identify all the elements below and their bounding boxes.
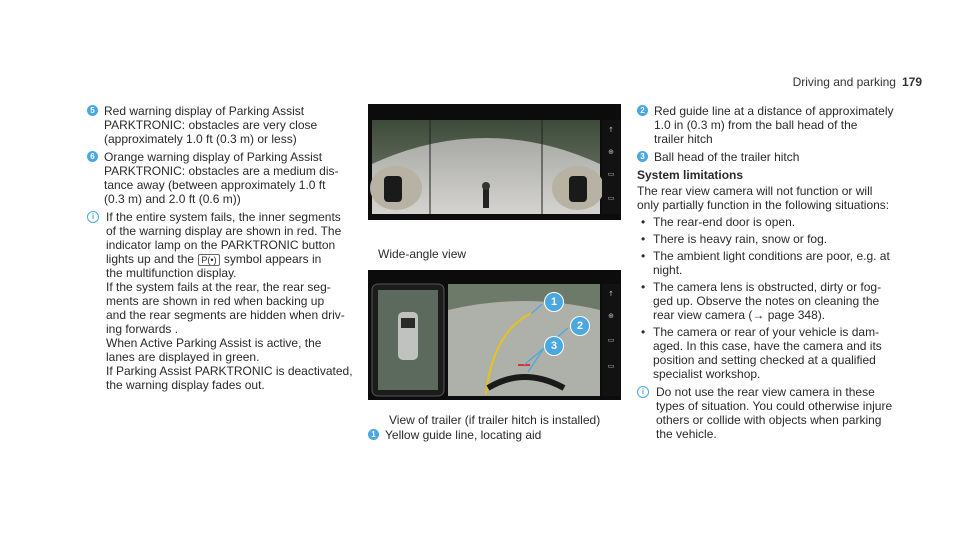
list-item <box>87 104 355 146</box>
list-item <box>637 150 909 164</box>
item-number-badge: 6 <box>87 151 98 162</box>
page-number: 179 <box>901 75 922 89</box>
list-item <box>637 215 909 229</box>
list-item <box>87 150 355 206</box>
item-text: Red warning display of Parking Assist PARKTRONIC: obstacles are very close (approximately 1.0 ft (0.3 m) or less) <box>104 104 318 146</box>
callout-3-badge: 3 <box>544 336 564 356</box>
section-title: Driving and parking <box>792 75 896 89</box>
svg-text:⊕: ⊕ <box>608 148 614 156</box>
info-icon: i <box>87 211 99 223</box>
item-number-badge: 2 <box>637 105 648 116</box>
callout-1-badge: 1 <box>544 292 564 312</box>
bullet-icon: • <box>641 215 646 229</box>
item-number-badge: 3 <box>637 151 648 162</box>
wide-angle-camera-image <box>368 104 621 220</box>
bullet-text: The camera or rear of your vehicle is dam- aged. In this case, have the camera and its position and setting checked at a qualified specialist workshop. <box>653 325 882 381</box>
wide-angle-scene <box>368 104 621 220</box>
note-part-2: symbol appears in the multifunction display. If the system fails at the rear, the rear seg- ments are shown in red when backing up and the rear segments are hidden when driv- ing forwards . When Active Parking Assist is active, the lanes are displayed in green. If Parking Assist PARKTRONIC is deactivated, the warning display fades out. <box>106 252 353 392</box>
list-item <box>637 232 909 246</box>
bullet-icon: • <box>641 325 646 339</box>
column-left <box>87 104 355 396</box>
info-note <box>637 385 909 441</box>
image-caption: Wide-angle view <box>378 247 467 261</box>
limitations-list <box>637 215 909 381</box>
bullet-icon: • <box>641 232 646 246</box>
info-note <box>87 210 355 392</box>
bullet-icon: • <box>641 249 646 263</box>
info-icon: i <box>637 386 649 398</box>
column-right <box>637 104 909 445</box>
svg-text:▭: ▭ <box>607 336 615 344</box>
item-text: Red guide line at a distance of approximately 1.0 in (0.3 m) from the ball head of the trailer hitch <box>654 104 894 146</box>
note-text: Do not use the rear view camera in these types of situation. You could otherwise injure others or collide with objects when parking the vehicle. <box>656 385 893 441</box>
svg-text:↑: ↑ <box>608 126 614 134</box>
bullet-text: There is heavy rain, snow or fog. <box>653 232 828 246</box>
svg-text:▭: ▭ <box>607 362 615 370</box>
list-item <box>637 280 909 322</box>
svg-text:↑: ↑ <box>608 290 614 298</box>
item-number-badge: 5 <box>87 105 98 116</box>
intro-text: The rear view camera will not function or will only partially function in the following situations: <box>637 184 890 212</box>
svg-text:▭: ▭ <box>607 194 615 202</box>
svg-text:⊕: ⊕ <box>608 312 614 320</box>
list-item <box>368 428 541 442</box>
bullet-text: The rear-end door is open. <box>653 215 796 229</box>
note-part-1: If the entire system fails, the inner segments of the warning display are shown in red. The indicator lamp on the PARKTRONIC button lights up and the <box>106 210 342 266</box>
svg-text:▭: ▭ <box>607 170 615 178</box>
item-text: Ball head of the trailer hitch <box>654 150 800 164</box>
item-number-badge: 1 <box>368 429 379 440</box>
section-heading: System limitations <box>637 168 744 182</box>
trailer-camera-image <box>368 270 621 400</box>
note-text <box>106 210 353 392</box>
list-item <box>637 325 909 381</box>
item-text: Orange warning display of Parking Assist PARKTRONIC: obstacles are a medium dis- tance away (between approximately 1.0 ft (0.3 m) and 2.0 ft (0.6 m)) <box>104 150 339 206</box>
list-item <box>637 249 909 277</box>
page-header <box>793 75 922 89</box>
parktronic-off-symbol-icon: P(•) <box>198 254 219 266</box>
bullet-icon: • <box>641 280 646 294</box>
list-item <box>637 104 909 146</box>
callout-2-badge: 2 <box>570 316 590 336</box>
bullet-text: The camera lens is obstructed, dirty or fog- ged up. Observe the notes on cleaning the rear view camera (→ page 348). <box>653 280 882 322</box>
item-text: Yellow guide line, locating aid <box>385 428 542 442</box>
bullet-text: The ambient light conditions are poor, e.g. at night. <box>653 249 890 277</box>
image-caption: View of trailer (if trailer hitch is installed) <box>389 413 601 427</box>
